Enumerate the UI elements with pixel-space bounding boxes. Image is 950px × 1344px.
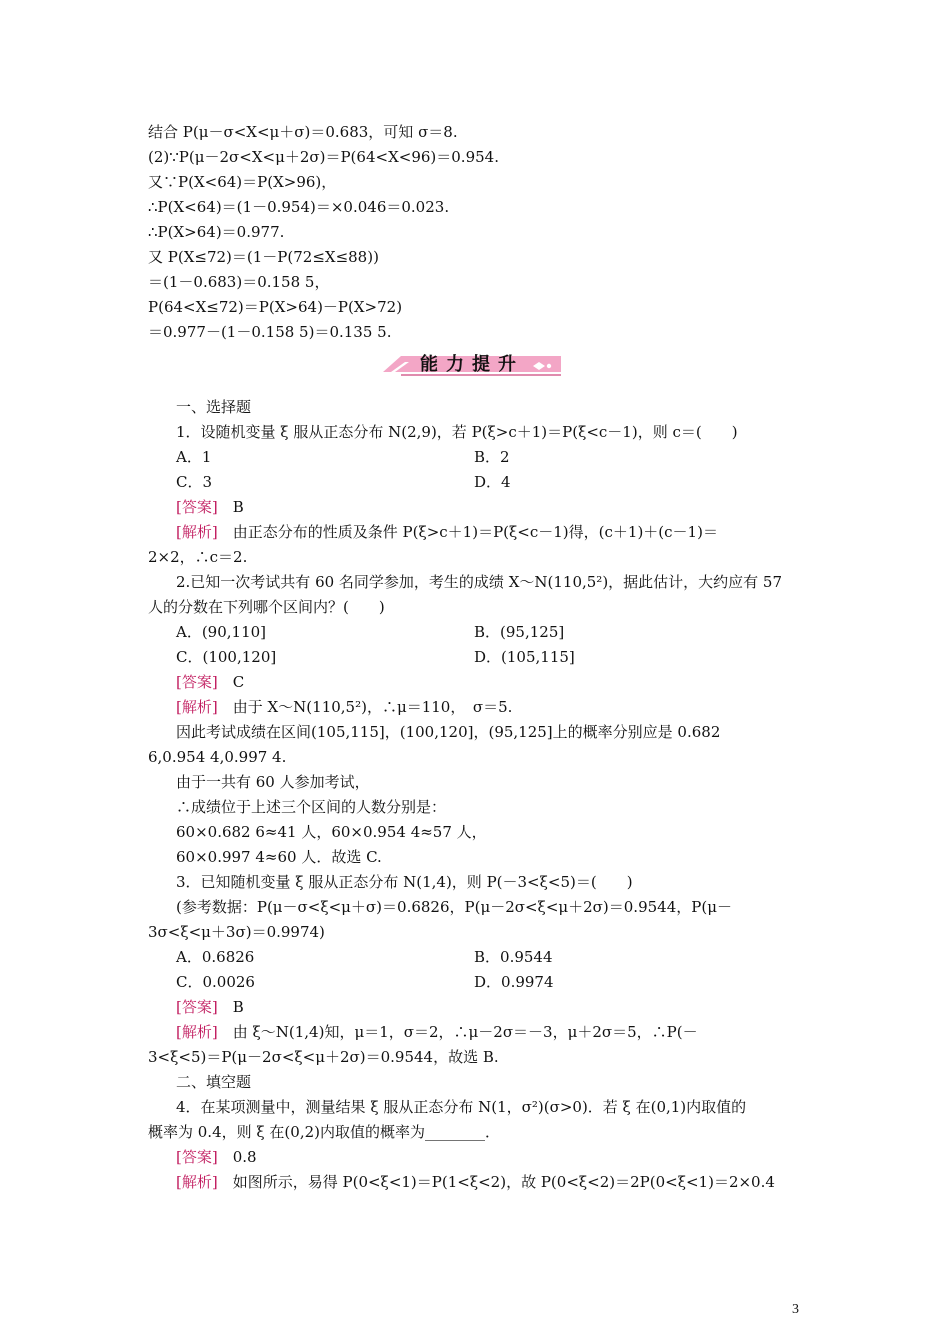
text-line: 又 P(X≤72)＝(1－P(72≤X≤88)) (148, 248, 379, 266)
option-a: A．(90,110] (176, 623, 267, 641)
option-c: C．(100,120] (176, 648, 277, 666)
answer-tag: [答案] (176, 998, 218, 1016)
analysis-text: 2×2，∴c＝2. (148, 548, 248, 566)
section-banner (383, 348, 561, 382)
analysis-text: 由于 X～N(110,5²)，∴μ＝110， σ＝5. (232, 698, 513, 716)
analysis-text: 6,0.954 4,0.997 4. (148, 748, 287, 766)
analysis-text: 由 ξ～N(1,4)知，μ＝1，σ＝2，∴μ－2σ＝－3，μ＋2σ＝5，∴P(－ (232, 1023, 698, 1041)
option-a: A．1 (176, 448, 212, 466)
answer-tag: [答案] (176, 498, 218, 516)
analysis-row (176, 522, 718, 542)
analysis-text: ∴成绩位于上述三个区间的人数分别是： (176, 798, 447, 816)
question-4-stem: 4．在某项测量中，测量结果 ξ 服从正态分布 N(1，σ²)(σ>0)．若 ξ 在(0,1)内取值的 (176, 1098, 747, 1116)
analysis-row (176, 1172, 775, 1192)
answer-value: B (232, 498, 244, 516)
text-line: ∴P(X>64)＝0.977. (148, 223, 285, 241)
option-b: B．2 (474, 448, 510, 466)
section-heading: 二、填空题 (176, 1073, 252, 1091)
analysis-tag: [解析] (176, 1023, 218, 1041)
answer-tag: [答案] (176, 673, 218, 691)
answer-row (176, 672, 244, 692)
question-3-stem: 3σ<ξ<μ＋3σ)＝0.9974) (148, 923, 325, 941)
analysis-text: 3<ξ<5)＝P(μ－2σ<ξ<μ＋2σ)＝0.9544，故选 B. (148, 1048, 499, 1066)
text-line: ＝(1－0.683)＝0.158 5， (148, 273, 330, 291)
section-heading: 一、选择题 (176, 398, 252, 416)
analysis-text: 因此考试成绩在区间(105,115]，(100,120]，(95,125]上的概率分别应是 0.682 (176, 723, 721, 741)
option-c: C．3 (176, 473, 213, 491)
question-2-stem: 2.已知一次考试共有 60 名同学参加，考生的成绩 X～N(110,5²)，据此估计，大约应有 57 (176, 573, 783, 591)
analysis-tag: [解析] (176, 1173, 218, 1191)
option-c: C．0.0026 (176, 973, 255, 991)
question-3-stem: (参考数据：P(μ－σ<ξ<μ＋σ)＝0.6826，P(μ－2σ<ξ<μ＋2σ)＝0.9544，P(μ－ (176, 898, 732, 916)
page-number: 3 (792, 1302, 799, 1317)
analysis-tag: [解析] (176, 523, 218, 541)
answer-row (176, 1147, 257, 1167)
answer-value: B (232, 998, 244, 1016)
text-line: ＝0.977－(1－0.158 5)＝0.135 5. (148, 323, 392, 341)
analysis-text: 如图所示，易得 P(0<ξ<1)＝P(1<ξ<2)，故 P(0<ξ<2)＝2P(0<ξ<1)＝2×0.4 (232, 1173, 775, 1191)
analysis-text: 60×0.682 6≈41 人，60×0.954 4≈57 人， (176, 823, 487, 841)
option-b: B．(95,125] (474, 623, 565, 641)
option-d: D．4 (474, 473, 511, 491)
answer-row (176, 997, 244, 1017)
answer-tag: [答案] (176, 1148, 218, 1166)
question-2-stem: 人的分数在下列哪个区间内？( ) (148, 598, 385, 616)
text-line: P(64<X≤72)＝P(X>64)－P(X>72) (148, 298, 403, 316)
analysis-tag: [解析] (176, 698, 218, 716)
question-1-stem: 1．设随机变量 ξ 服从正态分布 N(2,9)，若 P(ξ>c＋1)＝P(ξ<c－1)，则 c＝( ) (176, 423, 738, 441)
banner-title: 能力提升 (420, 354, 524, 375)
answer-row (176, 497, 244, 517)
text-line: 结合 P(μ－σ<X<μ＋σ)＝0.683，可知 σ＝8. (148, 123, 458, 141)
analysis-text: 由正态分布的性质及条件 P(ξ>c＋1)＝P(ξ<c－1)得，(c＋1)＋(c－1)＝ (232, 523, 718, 541)
text-line: (2)∵P(μ－2σ<X<μ＋2σ)＝P(64<X<96)＝0.954. (148, 148, 499, 166)
analysis-text: 由于一共有 60 人参加考试， (176, 773, 370, 791)
option-d: D．(105,115] (474, 648, 575, 666)
text-line: ∴P(X<64)＝(1－0.954)＝×0.046＝0.023. (148, 198, 450, 216)
analysis-row (176, 697, 512, 717)
question-4-stem: 概率为 0.4，则 ξ 在(0,2)内取值的概率为________． (148, 1123, 500, 1141)
text-line: 又∵P(X<64)＝P(X>96)， (148, 173, 337, 191)
option-b: B．0.9544 (474, 948, 553, 966)
answer-value: 0.8 (232, 1148, 257, 1166)
answer-value: C (232, 673, 245, 691)
analysis-text: 60×0.997 4≈60 人．故选 C. (176, 848, 382, 866)
question-3-stem: 3．已知随机变量 ξ 服从正态分布 N(1,4)，则 P(－3<ξ<5)＝( ) (176, 873, 633, 891)
option-a: A．0.6826 (176, 948, 255, 966)
option-d: D．0.9974 (474, 973, 554, 991)
analysis-row (176, 1022, 698, 1042)
